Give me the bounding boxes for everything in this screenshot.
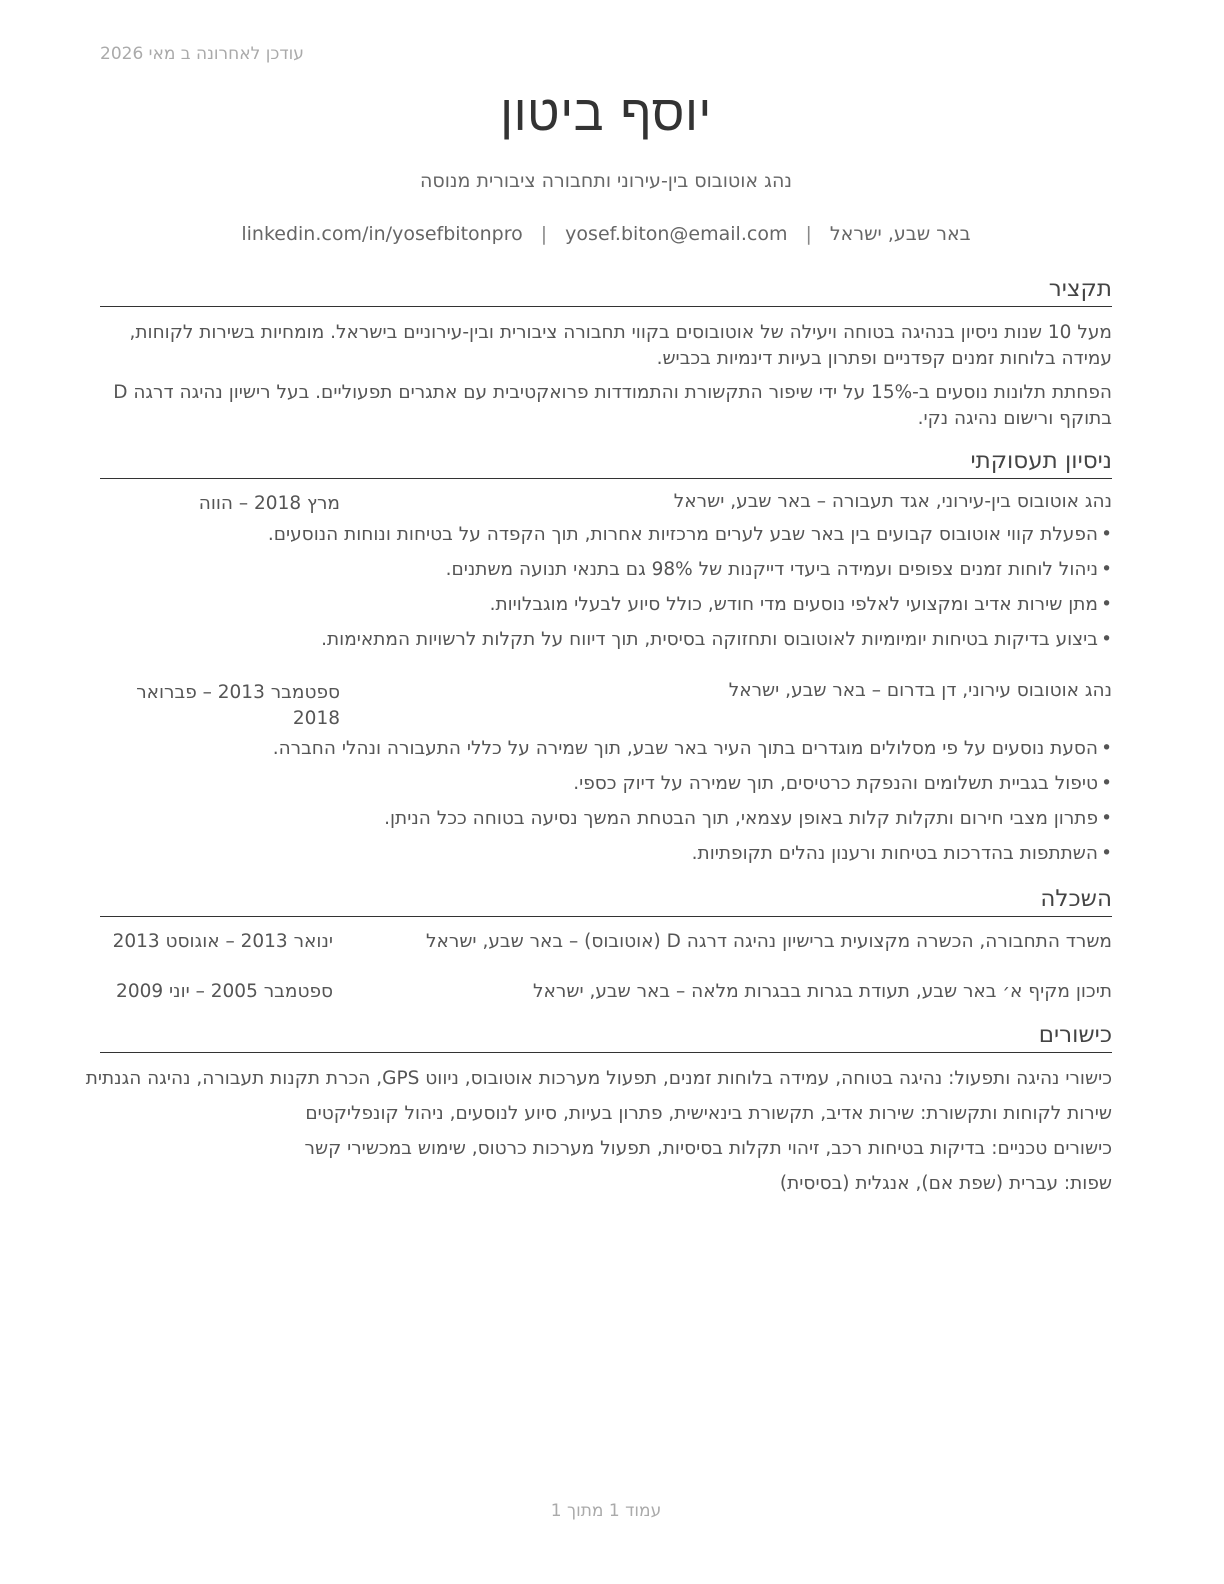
skills-line: כישורי נהיגה ותפעול: נהיגה בטוחה, עמידה בלוחות זמנים, תפעול מערכות אוטובוס, ניווט GPS, הכרת תקנות תעבורה, נהיגה הגנתית [85,1068,1112,1089]
contact-linkedin-link[interactable]: linkedin.com/in/yosefbitonpro [241,223,523,245]
education-item [100,981,1112,1007]
education-description: תיכון מקיף א׳ באר שבע, תעודת בגרות בבגרות מלאה – באר שבע, ישראל [533,981,1112,1002]
summary-paragraph: הפחתת תלונות נוסעים ב-15% על ידי שיפור התקשורת והתמודדות פרואקטיבית עם אתגרים תפעוליים. בעל רישיון נהיגה דרגה D בתוקף ורישום נהיגה נקי. [113,382,1112,429]
skills-line: כישורים טכניים: בדיקות בטיחות רכב, זיהוי תקלות בסיסיות, תפעול מערכות כרטוס, שימוש במכשירי קשר [304,1138,1112,1159]
section-title-experience: ניסיון תעסוקתי [100,448,1112,479]
last-updated-note: עודכן לאחרונה ב מאי 2026 [100,44,304,64]
education-item [100,931,1112,957]
candidate-name: יוסף ביטון [500,84,712,142]
job-bullet: • ניהול לוחות זמנים צפופים ועמידה ביעדי דייקנות של 98% גם בתנאי תנועה משתנים. [100,557,1112,592]
job-bullet: • טיפול בגביית תשלומים והנפקת כרטיסים, תוך שמירה על דיוק כספי. [100,771,1112,806]
contact-line [100,223,1112,245]
job-bullets [100,522,1112,662]
job-bullet: • הפעלת קווי אוטובוס קבועים בין באר שבע לערים מרכזיות אחרות, תוך הקפדה על בטיחות ונוחות הנוסעים. [100,522,1112,557]
skills-line: שפות: עברית (שפת אם), אנגלית (בסיסית) [779,1173,1112,1194]
job-bullet: • ביצוע בדיקות בטיחות יומיומיות לאוטובוס ותחזוקה בסיסית, תוך דיווח על תקלות לרשויות המתאימות. [100,627,1112,662]
job-title: נהג אוטובוס עירוני, דן בדרום – באר שבע, ישראל [728,680,1112,701]
contact-location: באר שבע, ישראל [829,223,971,245]
candidate-headline: נהג אוטובוס בין-עירוני ותחבורה ציבורית מנוסה [419,170,793,192]
summary-paragraph: מעל 10 שנות ניסיון בנהיגה בטוחה ויעילה של אוטובוסים בקווי תחבורה ציבורית ובין-עירוניים בישראל. מומחיות בשירות לקוחות, עמידה בלוחות זמנים קפדניים ופתרון בעיות דינמיות בכביש. [129,322,1112,369]
job-header [100,680,1112,732]
job-bullets [100,736,1112,876]
skills-list [85,1066,1112,1206]
page-number: עמוד 1 מתוך 1 [550,1501,662,1521]
resume-page [85,0,1112,1584]
section-title-skills: כישורים [100,1022,1112,1053]
contact-separator: | [805,223,812,245]
section-title-summary: תקציר [100,276,1112,307]
job-dates: ספטמבר 2013 – פברואר 2018 [136,682,340,729]
job-header [100,491,1112,517]
job-bullet: • מתן שירות אדיב ומקצועי לאלפי נוסעים מדי חודש, כולל סיוע לבעלי מוגבלויות. [100,592,1112,627]
job-bullet: • פתרון מצבי חירום ותקלות קלות באופן עצמאי, תוך הבטחת המשך נסיעה בטוחה ככל הניתן. [100,806,1112,841]
skills-line: שירות לקוחות ותקשורת: שירות אדיב, תקשורת בינאישית, פתרון בעיות, סיוע לנוסעים, ניהול קונפליקטים [305,1103,1112,1124]
section-title-education: השכלה [100,886,1112,917]
job-title: נהג אוטובוס בין-עירוני, אגד תעבורה – באר שבע, ישראל [673,491,1112,512]
job-bullet: • השתתפות בהדרכות בטיחות ורענון נהלים תקופתיות. [100,841,1112,876]
contact-separator: | [540,223,548,245]
education-dates: ספטמבר 2005 – יוני 2009 [116,981,333,1002]
education-description: משרד התחבורה, הכשרה מקצועית ברישיון נהיגה דרגה D (אוטובוס) – באר שבע, ישראל [426,931,1112,952]
job-bullet: • הסעת נוסעים על פי מסלולים מוגדרים בתוך העיר באר שבע, תוך שמירה על כללי התעבורה ונהלי החברה. [100,736,1112,771]
job-dates: מרץ 2018 – הווה [198,493,340,514]
contact-email-link[interactable]: yosef.biton@email.com [565,223,788,245]
education-dates: ינואר 2013 – אוגוסט 2013 [112,931,333,952]
